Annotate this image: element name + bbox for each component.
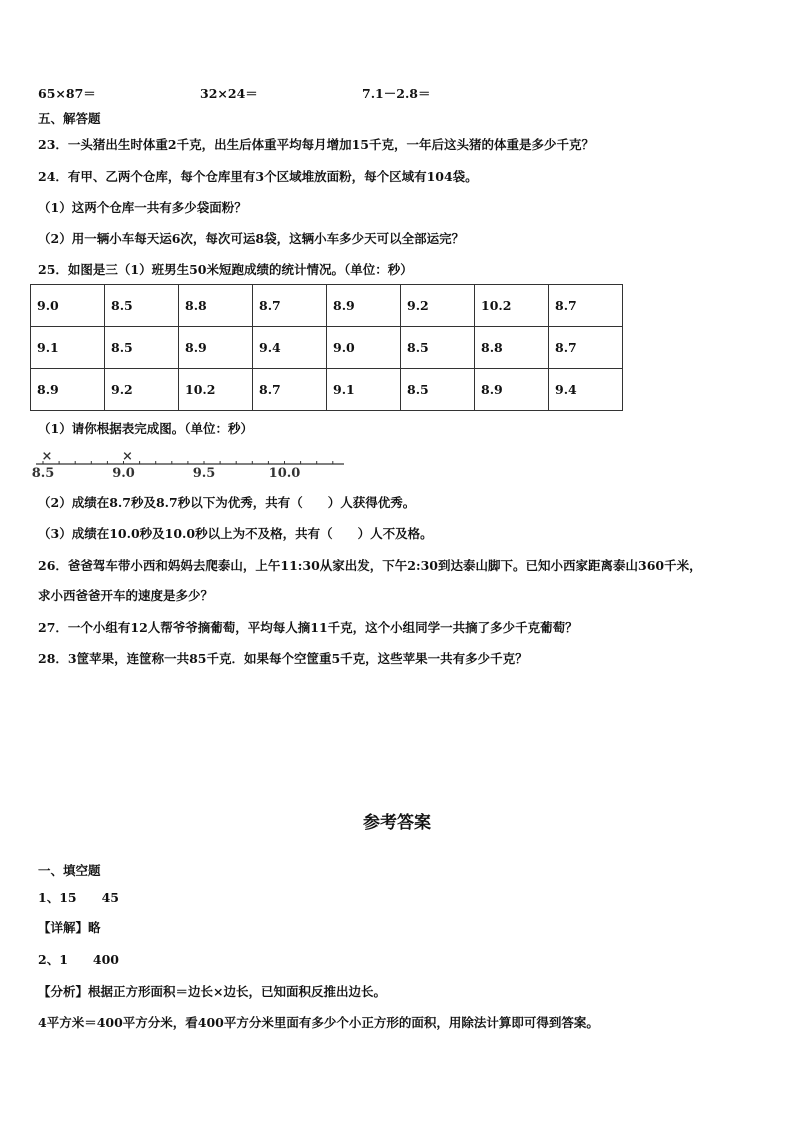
table-cell: 8.8	[179, 285, 253, 327]
table-cell: 10.2	[179, 369, 253, 411]
table-cell: 9.0	[327, 327, 401, 369]
answer-1-detail: 【详解】略	[38, 920, 101, 935]
answer-2-analysis: 【分析】根据正方形面积＝边长×边长，已知面积反推出边长。	[38, 984, 386, 999]
table-cell: 9.4	[549, 369, 623, 411]
section5-title: 五、解答题	[38, 111, 101, 126]
question-25-3: （3）成绩在10.0秒及10.0秒以上为不及格，共有（ ）人不及格。	[38, 526, 433, 541]
answer-2-text: 4平方米＝400平方分米，看400平方分米里面有多少个小正方形的面积，用除法计算即可得到答案。	[38, 1015, 599, 1030]
scores-table	[30, 284, 623, 411]
number-line-label: 8.5	[31, 466, 55, 481]
number-line-label: 9.5	[192, 466, 216, 481]
question-25-1: （1）请你根据表完成图。（单位：秒）	[38, 421, 253, 436]
table-cell: 8.5	[105, 285, 179, 327]
answer-1: 1、15 45	[38, 890, 119, 905]
table-cell: 9.2	[105, 369, 179, 411]
question-27: 27．一个小组有12人帮爷爷摘葡萄，平均每人摘11千克，这个小组同学一共摘了多少千克葡萄？	[38, 620, 578, 635]
number-line-cross-mark: ×	[41, 449, 53, 464]
question-26-line1: 26．爸爸驾车带小西和妈妈去爬泰山，上午11:30从家出发，下午2:30到达泰山脚下。已知小西家距离泰山360千米，	[38, 558, 702, 573]
table-cell: 8.5	[401, 369, 475, 411]
number-line	[30, 446, 350, 482]
table-cell: 8.7	[549, 285, 623, 327]
table-cell: 10.2	[475, 285, 549, 327]
table-cell: 8.9	[179, 327, 253, 369]
question-25-2: （2）成绩在8.7秒及8.7秒以下为优秀，共有（ ）人获得优秀。	[38, 495, 416, 510]
answer-2: 2、1 400	[38, 952, 119, 967]
table-cell: 8.8	[475, 327, 549, 369]
calc-2: 32×24＝	[200, 86, 258, 101]
question-24-2: （2）用一辆小车每天运6次，每次可运8袋，这辆小车多少天可以全部运完？	[38, 231, 465, 246]
calc-3: 7.1－2.8＝	[362, 86, 431, 101]
table-cell: 8.9	[327, 285, 401, 327]
number-line-labels	[32, 466, 301, 481]
table-cell: 9.1	[31, 327, 105, 369]
number-line-label: 10.0	[268, 466, 301, 481]
question-24: 24．有甲、乙两个仓库，每个仓库里有3个区域堆放面粉，每个区域有104袋。	[38, 169, 478, 184]
number-line-marks	[42, 449, 133, 464]
question-25: 25．如图是三（1）班男生50米短跑成绩的统计情况。（单位：秒）	[38, 262, 413, 277]
answer-title: 参考答案	[363, 813, 431, 833]
table-cell: 8.9	[31, 369, 105, 411]
table-cell: 8.7	[549, 327, 623, 369]
number-line-cross-mark: ×	[122, 449, 133, 464]
question-28: 28．3筐苹果，连筐称一共85千克．如果每个空筐重5千克，这些苹果一共有多少千克？	[38, 651, 528, 666]
table-cell: 9.0	[31, 285, 105, 327]
table-cell: 8.7	[253, 369, 327, 411]
question-24-1: （1）这两个仓库一共有多少袋面粉？	[38, 200, 247, 215]
table-cell: 8.5	[401, 327, 475, 369]
calc-1: 65×87＝	[38, 86, 96, 101]
table-cell: 8.5	[105, 327, 179, 369]
table-row	[31, 327, 623, 369]
table-cell: 9.2	[401, 285, 475, 327]
table-cell: 9.4	[253, 327, 327, 369]
table-cell: 8.7	[253, 285, 327, 327]
table-row	[31, 285, 623, 327]
table-cell: 8.9	[475, 369, 549, 411]
table-row	[31, 369, 623, 411]
number-line-label: 9.0	[112, 466, 135, 481]
question-26-line2: 求小西爸爸开车的速度是多少？	[38, 588, 214, 603]
table-cell: 9.1	[327, 369, 401, 411]
question-23: 23．一头猪出生时体重2千克，出生后体重平均每月增加15千克，一年后这头猪的体重是多少千克？	[38, 137, 594, 152]
answer-section1-title: 一、填空题	[38, 863, 101, 878]
